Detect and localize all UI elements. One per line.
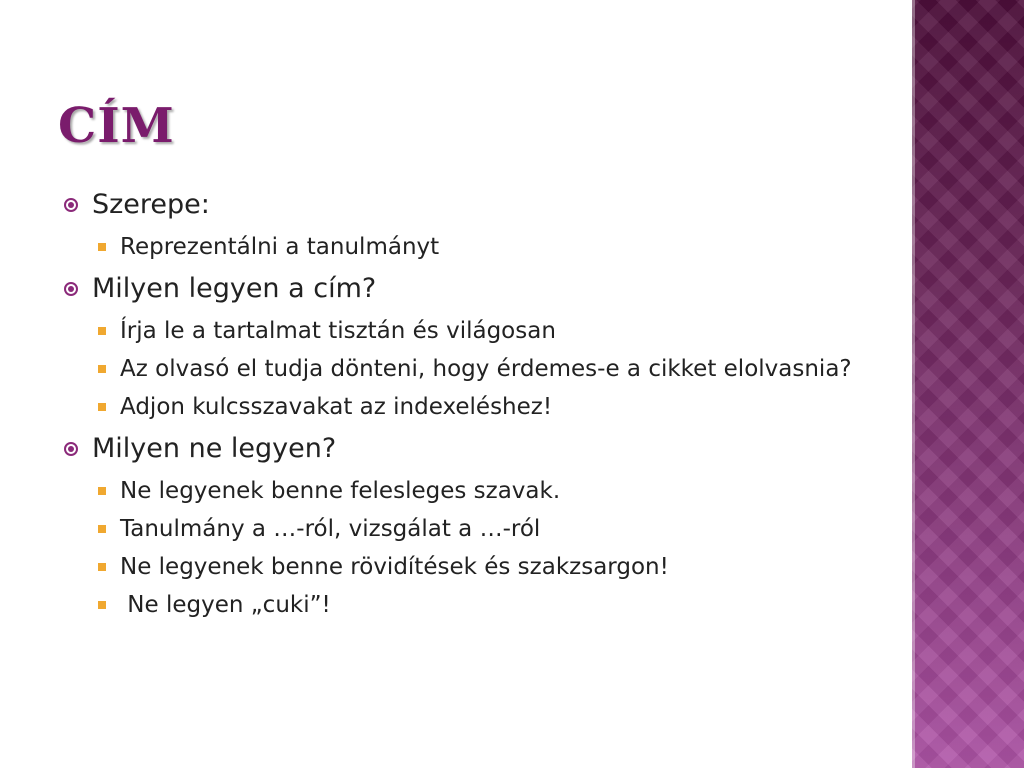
bullet-level2-text: Ne legyen „cuki”! — [120, 592, 331, 618]
bullet-level2-text: Tanulmány a …-ról, vizsgálat a …-ról — [120, 516, 541, 542]
square-bullet-icon — [98, 327, 106, 335]
bullet-level2-text: Reprezentálni a tanulmányt — [120, 234, 440, 260]
bullet-level2 — [96, 476, 882, 506]
bullet-level2 — [96, 514, 882, 544]
slide-title: CÍM — [58, 98, 175, 154]
circle-dot-bullet-icon — [64, 282, 78, 296]
bullet-level2-text: Írja le a tartalmat tisztán és világosan — [120, 318, 556, 344]
square-bullet-icon — [98, 563, 106, 571]
circle-dot-bullet-icon — [64, 198, 78, 212]
square-bullet-icon — [98, 601, 106, 609]
square-bullet-icon — [98, 243, 106, 251]
bullet-level2 — [96, 552, 882, 582]
bullet-level2 — [96, 392, 882, 422]
bullet-level1 — [62, 186, 882, 224]
bullet-level1 — [62, 430, 882, 468]
bullet-level2-text: Ne legyenek benne rövidítések és szakzsargon! — [120, 554, 669, 580]
square-bullet-icon — [98, 487, 106, 495]
decorative-side-band — [912, 0, 1024, 768]
square-bullet-icon — [98, 525, 106, 533]
bullet-level2 — [96, 316, 882, 346]
bullet-level2-text: Ne legyenek benne felesleges szavak. — [120, 478, 561, 504]
square-bullet-icon — [98, 365, 106, 373]
bullet-level1-text: Milyen ne legyen? — [92, 433, 337, 464]
slide-content — [62, 186, 882, 620]
bullet-level1-text: Szerepe: — [92, 189, 210, 220]
bullet-level1 — [62, 270, 882, 308]
bullet-level2-text: Adjon kulcsszavakat az indexeléshez! — [120, 394, 553, 420]
bullet-level2 — [96, 232, 882, 262]
circle-dot-bullet-icon — [64, 442, 78, 456]
square-bullet-icon — [98, 403, 106, 411]
bullet-level2 — [96, 354, 882, 384]
bullet-level2 — [96, 590, 882, 620]
bullet-level2-text: Az olvasó el tudja dönteni, hogy érdemes-e a cikket elolvasnia? — [120, 356, 852, 382]
bullet-level1-text: Milyen legyen a cím? — [92, 273, 377, 304]
